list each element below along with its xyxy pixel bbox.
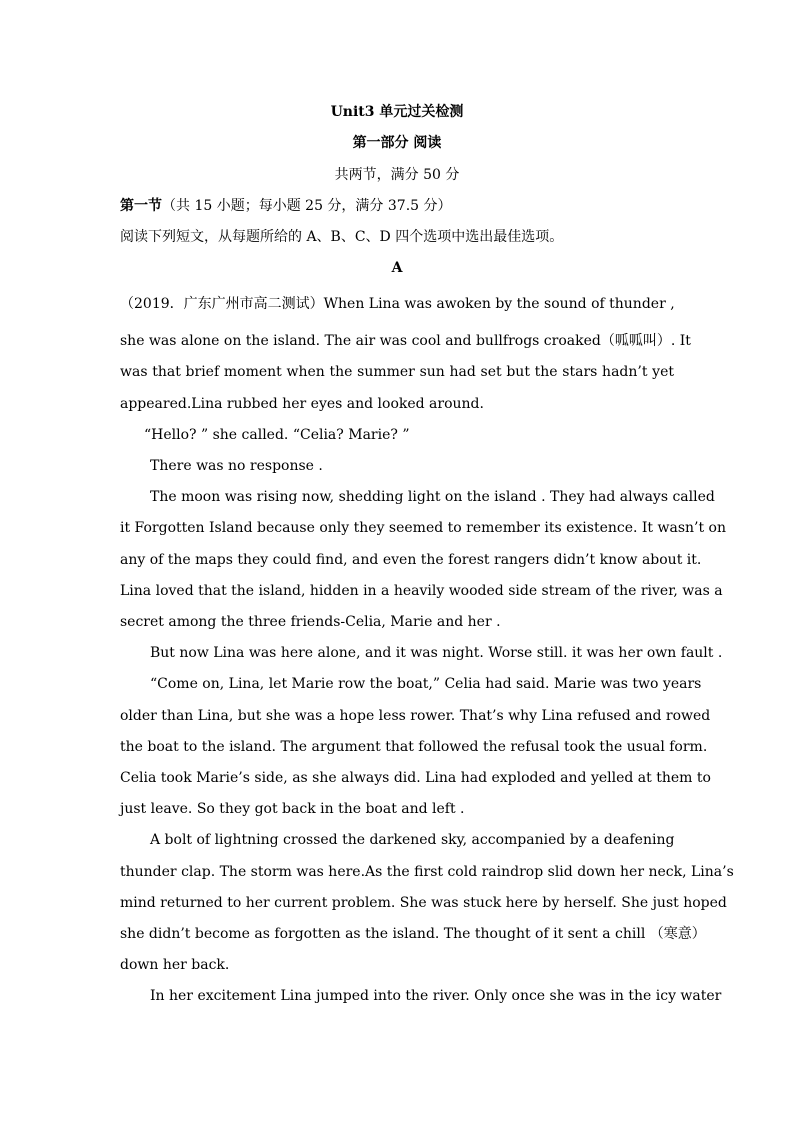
passage-line: any of the maps they could find, and even the forest rangers didn’t know about it. <box>120 552 702 568</box>
passage-line: older than Lina, but she was a hope less rower. That’s why Lina refused and rowed <box>120 708 711 724</box>
passage-line: Celia took Marie’s side, as she always did. Lina had exploded and yelled at them to <box>120 770 711 786</box>
passage-line: （2019．广东广州市高二测试）When Lina was awoken by the sound of thunder , <box>120 296 675 312</box>
passage-line: In her excitement Lina jumped into the river. Only once she was in the icy water <box>150 988 722 1004</box>
passage-line: it Forgotten Island because only they seemed to remember its existence. It wasn’t on <box>120 520 727 536</box>
passage-line: was that brief moment when the summer sun had set but the stars hadn’t yet <box>120 364 674 380</box>
section1-detail: （共 15 小题；每小题 25 分，满分 37.5 分） <box>162 198 452 214</box>
passage-line: appeared.Lina rubbed her eyes and looked around. <box>120 396 484 412</box>
passage-line: “Come on, Lina, let Marie row the boat,” Celia had said. Marie was two years <box>150 676 702 692</box>
passage-line: The moon was rising now, shedding light on the island . They had always called <box>150 489 715 505</box>
part-heading: 第一部分 阅读 <box>352 135 442 151</box>
passage-line: down her back. <box>120 957 230 973</box>
passage-line: secret among the three friends-Celia, Marie and her . <box>120 614 501 630</box>
passage-line: There was no response . <box>150 458 323 474</box>
passage-line: A bolt of lightning crossed the darkened sky, accompanied by a deafening <box>150 832 675 848</box>
passage-line: thunder clap. The storm was here.As the first cold raindrop slid down her neck, Lina’s <box>120 864 734 880</box>
passage-label: A <box>391 260 403 276</box>
passage-line: mind returned to her current problem. She was stuck here by herself. She just hoped <box>120 895 727 911</box>
passage-line: Lina loved that the island, hidden in a heavily wooded side stream of the river, was a <box>120 583 723 599</box>
section1-heading <box>120 197 674 215</box>
document-title: Unit3 单元过关检测 <box>330 104 464 120</box>
passage-line: the boat to the island. The argument that followed the refusal took the usual form. <box>120 739 708 755</box>
passage-line: she was alone on the island. The air was cool and bullfrogs croaked（呱呱叫）. It <box>120 333 691 349</box>
passage-line: But now Lina was here alone, and it was night. Worse still. it was her own fault . <box>150 645 723 661</box>
instructions: 阅读下列短文，从每题所给的 A、B、C、D 四个选项中选出最佳选项。 <box>120 229 564 245</box>
section-info: 共两节，满分 50 分 <box>334 167 460 183</box>
passage-line: just leave. So they got back in the boat and left . <box>120 801 465 817</box>
passage-line: “Hello? ” she called. “Celia? Marie? ” <box>144 427 410 443</box>
section1-title: 第一节 <box>120 198 162 214</box>
passage-line: she didn’t become as forgotten as the island. The thought of it sent a chill （寒意） <box>120 926 706 942</box>
